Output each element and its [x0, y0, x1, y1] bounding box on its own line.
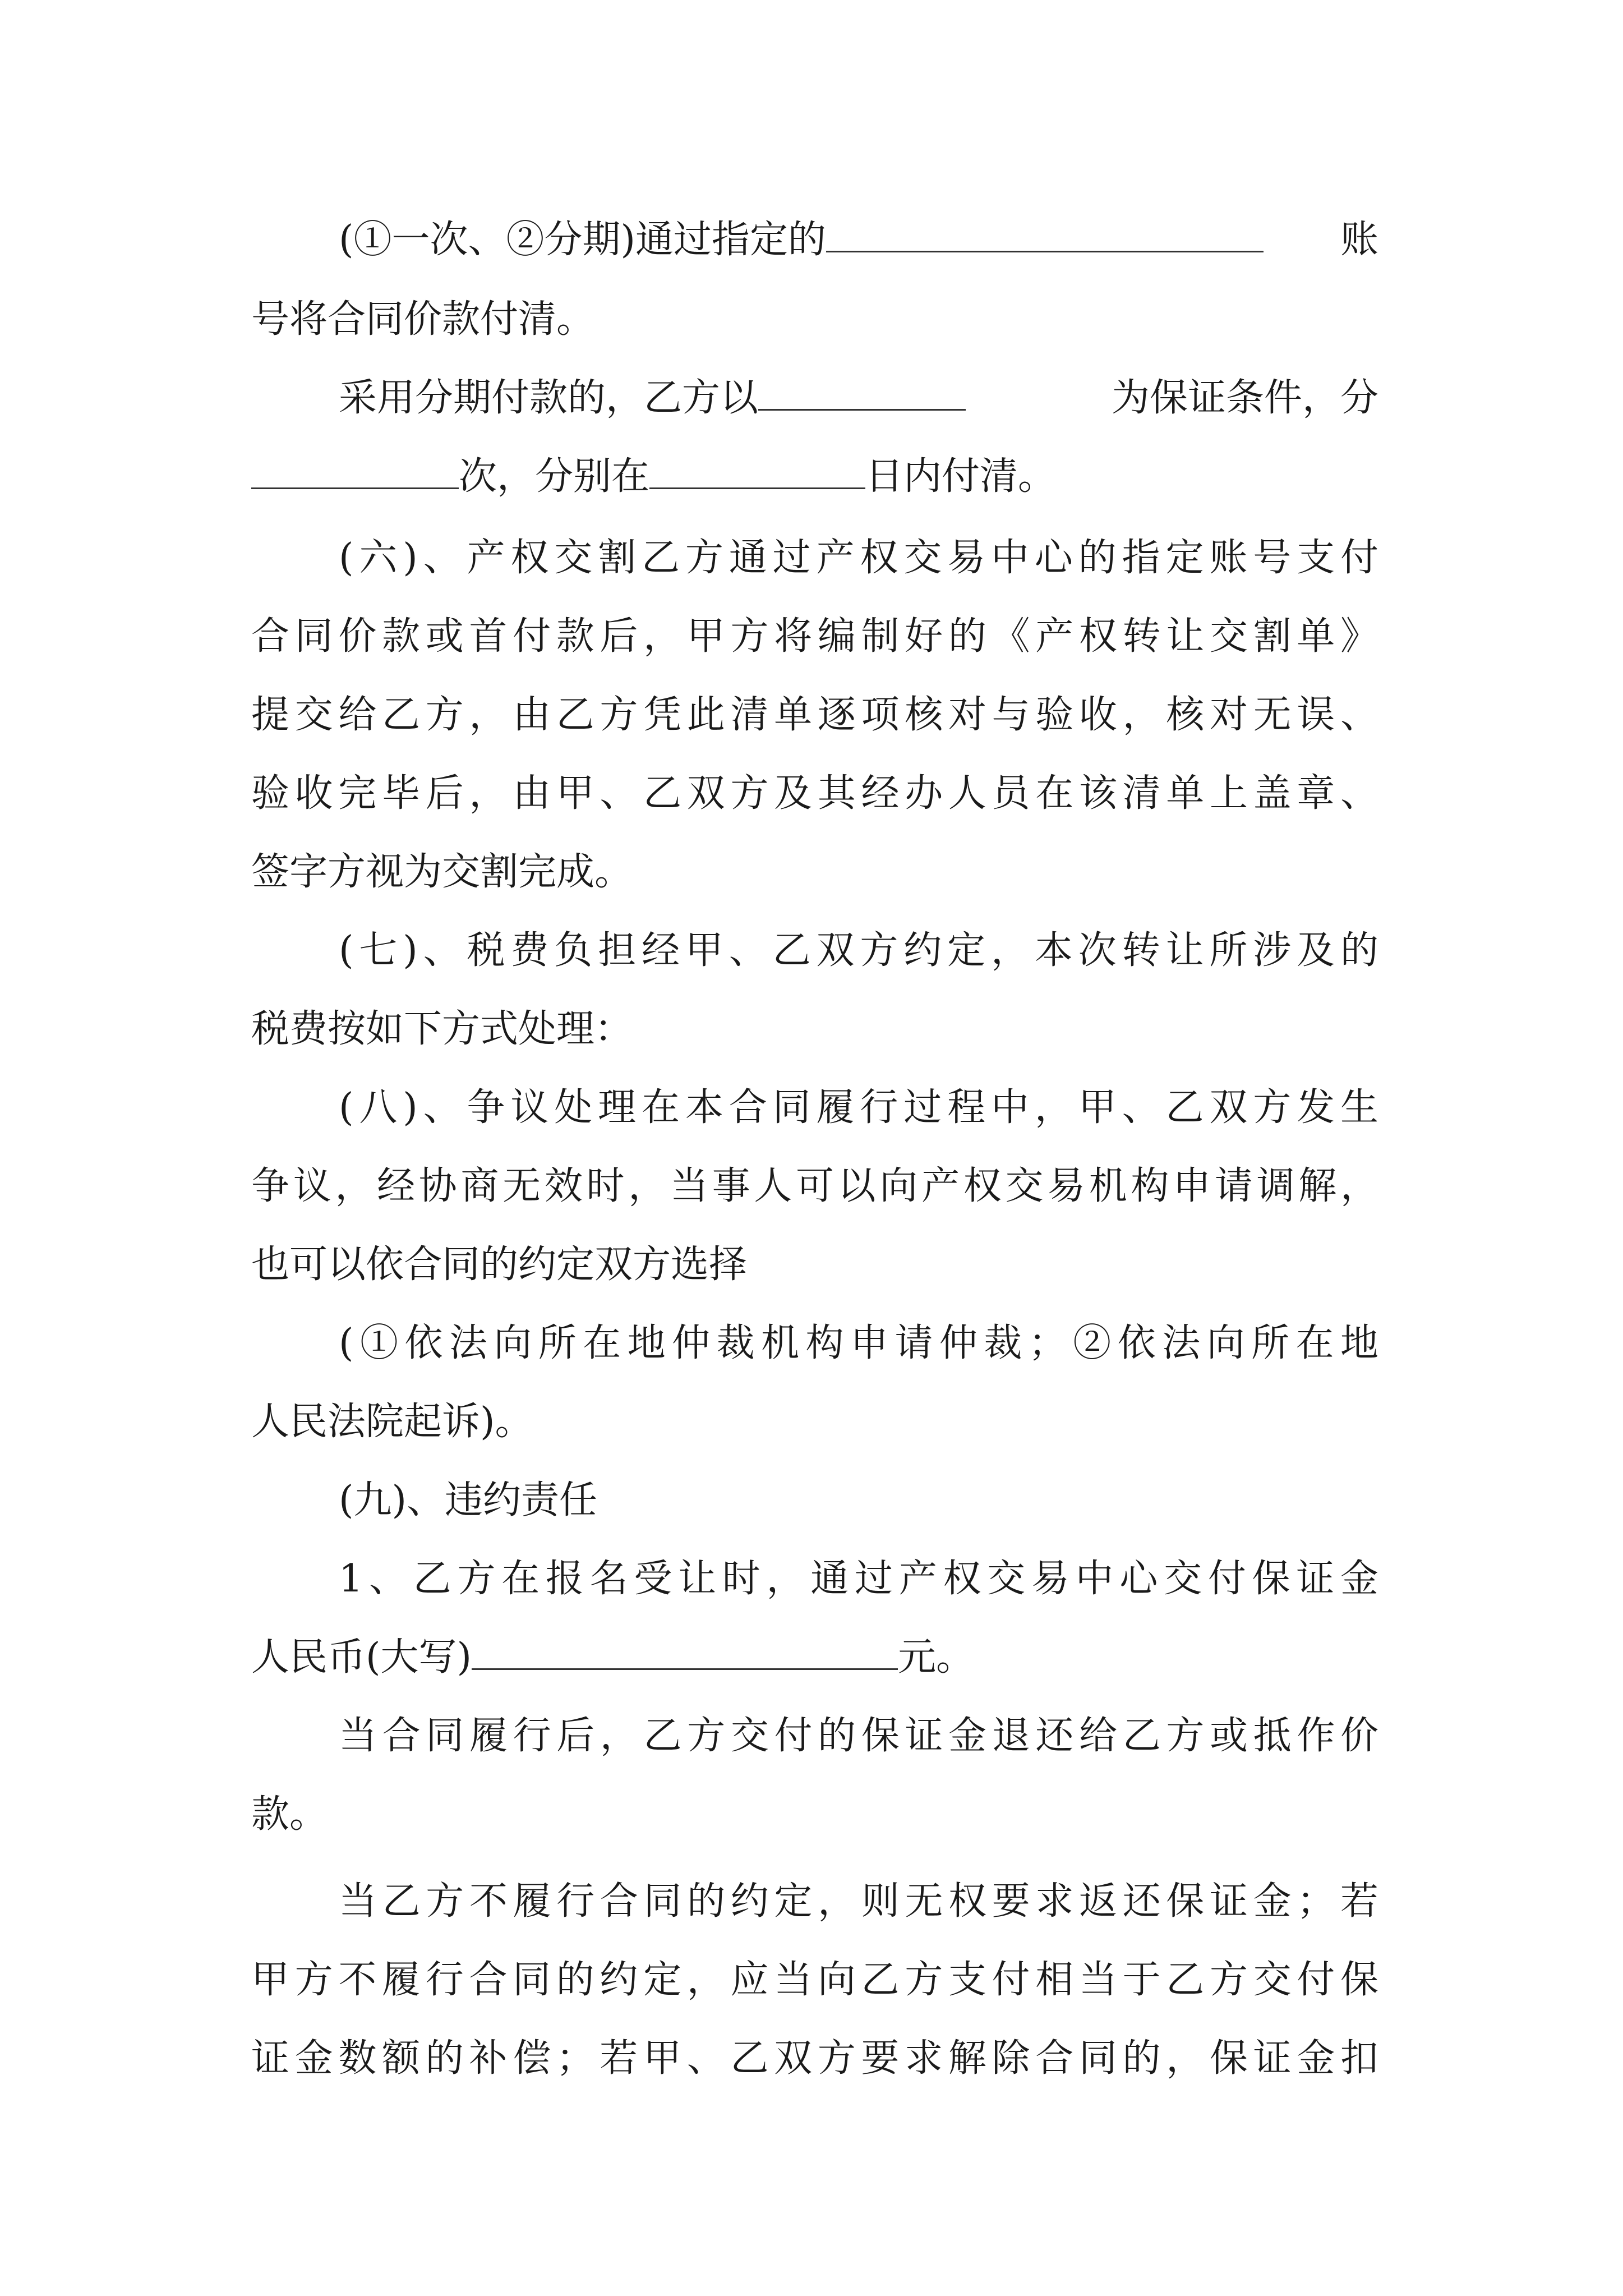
text-segment: 采用分期付款的，乙方以 — [339, 376, 759, 420]
paragraph-line-6: 合同价款或首付款后，甲方将编制好的《产权转让交割单》 — [251, 614, 1384, 659]
text-segment: 日内付清。 — [865, 454, 1057, 499]
paragraph-line-19 — [251, 1630, 1378, 1686]
paragraph-line-7: 提交给乙方，由乙方凭此清单逐项核对与验收，核对无误、 — [251, 693, 1384, 737]
paragraph-line-13: 争议，经协商无效时，当事人可以向产权交易机构申请调解， — [251, 1164, 1382, 1208]
paragraph-line-15: (①依法向所在地仲裁机构申请仲裁；②依法向所在地 — [339, 1321, 1385, 1365]
paragraph-line-1 — [339, 212, 1378, 268]
paragraph-line-20: 当合同履行后，乙方交付的保证金退还给乙方或抵作价 — [339, 1714, 1384, 1758]
paragraph-line-12: (八)、争议处理在本合同履行过程中，甲、乙双方发生 — [339, 1085, 1384, 1130]
text-segment: 为保证条件，分 — [1111, 376, 1378, 420]
paragraph-line-10: (七)、税费负担经甲、乙双方约定，本次转让所涉及的 — [339, 928, 1384, 973]
text-segment: 次，分别在 — [459, 454, 650, 499]
paragraph-line-16: 人民法院起诉)。 — [251, 1400, 533, 1444]
paragraph-line-9: 签字方视为交割完成。 — [251, 850, 633, 894]
paragraph-line-24: 证金数额的补偿；若甲、乙双方要求解除合同的，保证金扣 — [251, 2036, 1384, 2081]
installment-count-blank — [251, 454, 459, 489]
paragraph-line-21: 款。 — [251, 1792, 328, 1837]
text-segment: 人民币(大写) — [251, 1635, 472, 1680]
paragraph-line-22: 当乙方不履行合同的约定，则无权要求返还保证金；若 — [339, 1879, 1384, 1924]
text-segment: 账 — [1340, 218, 1378, 262]
paragraph-line-14: 也可以依合同的约定双方选择 — [251, 1243, 748, 1287]
paragraph-line-2: 号将合同价款付清。 — [251, 297, 595, 342]
account-blank — [826, 217, 1264, 252]
section-heading: (九)、违约责任 — [339, 1478, 598, 1522]
paragraph-line-11: 税费按如下方式处理： — [251, 1007, 633, 1051]
paragraph-line-23: 甲方不履行合同的约定，应当向乙方支付相当于乙方交付保 — [251, 1958, 1384, 2002]
amount-blank — [472, 1635, 898, 1670]
days-blank — [649, 454, 865, 489]
paragraph-line-4 — [251, 449, 1378, 505]
text-segment: (①一次、②分期)通过指定的 — [339, 218, 827, 262]
paragraph-line-18: 1、乙方在报名受让时，通过产权交易中心交付保证金 — [339, 1557, 1385, 1601]
guarantee-blank — [758, 375, 966, 411]
paragraph-line-3 — [339, 370, 1378, 426]
text-segment: 元。 — [898, 1635, 975, 1680]
paragraph-line-8: 验收完毕后，由甲、乙双方及其经办人员在该清单上盖章、 — [251, 771, 1384, 816]
paragraph-line-5: (六)、产权交割乙方通过产权交易中心的指定账号支付 — [339, 536, 1384, 580]
